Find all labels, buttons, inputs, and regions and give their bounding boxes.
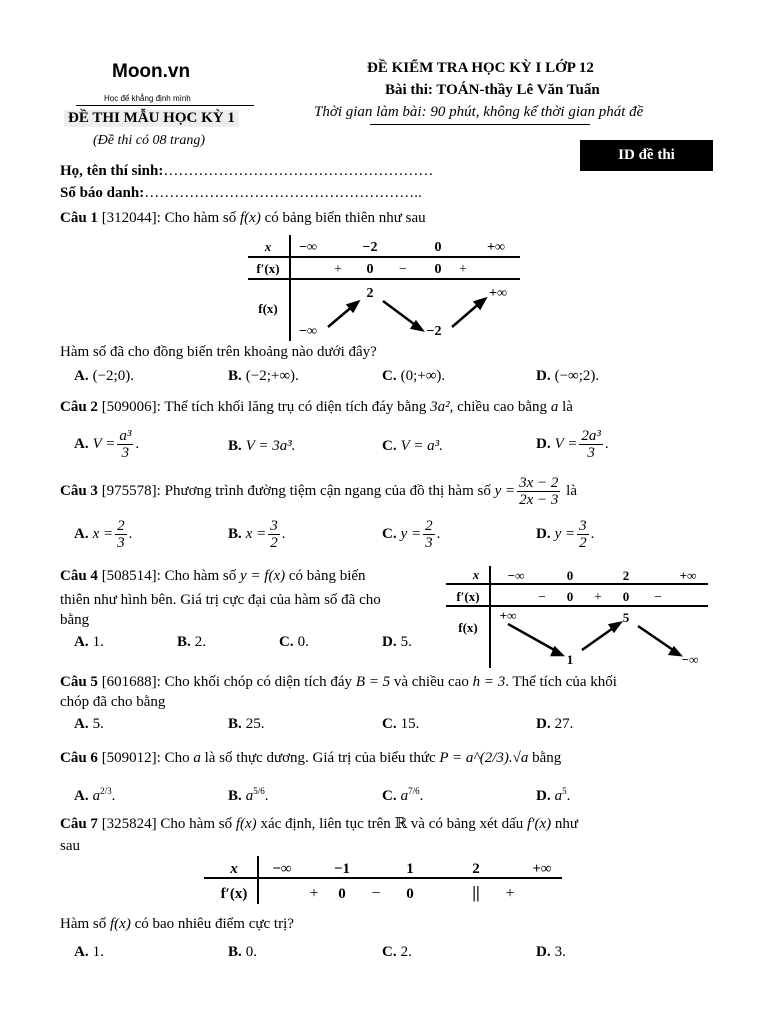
student-id-label: Số báo danh:: [60, 185, 145, 201]
q6-option-c[interactable]: C. $a^{7/6}$.: [382, 786, 424, 804]
q2-option-a[interactable]: A. V = $\frac{\text{a³}}{3}$ .: [74, 428, 140, 461]
q7-x-2: 1: [406, 861, 414, 877]
q4-sign-0: −: [538, 590, 546, 605]
q7-x-3: 2: [472, 861, 480, 877]
q7-sign-5: +: [505, 885, 515, 902]
q7-sign-1: 0: [338, 886, 346, 902]
student-name-line: [60, 163, 433, 180]
q2-stem: Câu 2 [509006]: Thể tích khối lăng trụ có diện tích đáy bằng 3a², chiều cao bằng a là: [60, 399, 573, 415]
q4-f-0: +∞: [499, 608, 517, 623]
q4-f-1: 1: [566, 652, 574, 667]
q4-option-c[interactable]: C. 0.: [279, 634, 309, 650]
q7-question: Hàm số f(x) có bao nhiêu điểm cực trị?: [60, 916, 294, 932]
q4-stem-line2: thiên như hình bên. Giá trị cực đại của hàm số đã cho: [60, 592, 381, 608]
q7-option-b[interactable]: B. 0.: [228, 944, 258, 960]
exam-subject: Bài thi: TOÁN-thầy Lê Văn Tuấn: [385, 82, 600, 98]
pages-note: (Đề thi có 08 trang): [93, 133, 205, 148]
student-name-dots: ………………………………………………: [163, 163, 434, 179]
q4-arrow-head-1: [552, 648, 562, 655]
q5-option-c[interactable]: C. 15.: [382, 716, 420, 732]
time-note: Thời gian làm bài: 90 phút, không kể thời gian phát đề: [314, 104, 644, 120]
q5-option-d[interactable]: D. 27.: [536, 716, 574, 732]
q6-expression: P = a^(2/3).√a: [439, 750, 529, 766]
q3-option-c[interactable]: C. y = $\frac{2}{3}$ .: [382, 518, 441, 551]
q4-fp-label: f′(x): [456, 589, 480, 604]
student-name-label: Họ, tên thí sinh:: [60, 163, 164, 179]
q7-x-label: x: [230, 861, 238, 877]
q4-f-2: 5: [622, 610, 630, 625]
q4-sign-4: −: [654, 590, 662, 605]
q1-x-2: 0: [434, 240, 442, 255]
q7-sign-2: −: [371, 885, 381, 902]
q4-option-b[interactable]: B. 2.: [177, 634, 207, 650]
q1-code: [312044]: Cho hàm số: [101, 210, 237, 226]
q4-stem-line1: Câu 4 [508514]: Cho hàm số y = f(x) có bảng biến: [60, 568, 366, 584]
q7-sign-4: ||: [472, 883, 480, 902]
q7-option-a[interactable]: A. 1.: [74, 944, 104, 960]
q7-fp-label: f′(x): [220, 886, 248, 902]
q1-x-3: +∞: [487, 240, 505, 255]
q1-fp-label: f′(x): [256, 261, 280, 276]
q1-text-after: có bảng biến thiên như sau: [264, 210, 426, 226]
q4-sign-1: 0: [566, 589, 574, 604]
q1-variation-table: [248, 235, 523, 343]
q6-option-b[interactable]: B. $a^{5/6}$.: [228, 786, 269, 804]
q5-stem-line1: Câu 5 [601688]: Cho khối chóp có diện tích đáy B = 5 và chiều cao h = 3. Thể tích của khối: [60, 674, 617, 690]
q7-x-0: −∞: [272, 861, 292, 877]
q1-option-d[interactable]: D. (−∞;2).: [536, 368, 600, 384]
q7-sign-0: +: [309, 885, 319, 902]
title-underline: [370, 124, 590, 125]
q1-f-1: 2: [366, 286, 374, 301]
q1-x-0: −∞: [299, 240, 317, 255]
q1-option-a[interactable]: A. (−2;0).: [74, 368, 134, 384]
q4-arrow-up: [582, 626, 616, 650]
q2-option-b[interactable]: B. V = 3a³.: [228, 438, 296, 454]
divider: [76, 105, 254, 106]
q4-stem-line3: bằng: [60, 612, 90, 628]
student-id-dots: ………………………………………………..: [144, 185, 422, 201]
q1-x-label: x: [264, 239, 272, 254]
q4-x-1: 0: [566, 568, 574, 583]
q1-stem: [60, 210, 426, 227]
q7-sign-table: [204, 856, 566, 906]
q3-option-a[interactable]: A. x = $\frac{2}{3}$ .: [74, 518, 133, 551]
q5-option-a[interactable]: A. 5.: [74, 716, 104, 732]
q4-option-a[interactable]: A. 1.: [74, 634, 104, 650]
q4-f-3: −∞: [681, 652, 699, 667]
q4-sign-3: 0: [622, 589, 630, 604]
q1-x-1: −2: [362, 240, 378, 255]
q7-option-c[interactable]: C. 2.: [382, 944, 412, 960]
exam-id-box: ID đề thi: [580, 140, 713, 171]
q1-arrow-down: [383, 301, 418, 327]
q1-sign-0: +: [334, 262, 342, 277]
q1-f-label: f(x): [258, 301, 278, 316]
student-id-line: [60, 185, 422, 202]
q4-arrow-down-2: [638, 626, 676, 652]
q4-x-3: +∞: [679, 568, 697, 583]
q3-option-b[interactable]: B. x = $\frac{3}{2}$ .: [228, 518, 286, 551]
q1-sign-1: 0: [366, 262, 374, 277]
q4-f-label: f(x): [458, 620, 478, 635]
q5-stem-line2: chóp đã cho bằng: [60, 694, 166, 710]
q1-option-c[interactable]: C. (0;+∞).: [382, 368, 446, 384]
q1-sign-3: 0: [434, 262, 442, 277]
q7-x-4: +∞: [532, 861, 552, 877]
q1-sign-2: −: [399, 262, 407, 277]
slogan: Học để khẳng định mình: [104, 94, 191, 103]
q2-option-d[interactable]: D. V = $\frac{\text{2a³}}{3}$ .: [536, 428, 609, 461]
q1-question: Hàm số đã cho đồng biến trên khoảng nào dưới đây?: [60, 344, 377, 360]
q4-variation-table: [446, 566, 710, 670]
q4-arrow-down-1: [508, 624, 558, 652]
q3-option-d[interactable]: D. y = $\frac{3}{2}$ .: [536, 518, 595, 551]
q4-x-0: −∞: [507, 568, 525, 583]
q7-option-d[interactable]: D. 3.: [536, 944, 566, 960]
q5-option-b[interactable]: B. 25.: [228, 716, 265, 732]
q7-stem-line2: sau: [60, 838, 80, 854]
q4-x-label: x: [472, 567, 480, 582]
q7-sign-3: 0: [406, 886, 414, 902]
q3-stem: Câu 3 [975578]: Phương trình đường tiệm cận ngang của đồ thị hàm số y = $\frac{3x - 2}{2x - 3}$ là: [60, 475, 577, 508]
exam-title: ĐỀ KIỂM TRA HỌC KỲ I LỚP 12: [367, 60, 594, 76]
q1-f-0: −∞: [299, 324, 317, 339]
q1-fx: f(x): [240, 210, 261, 226]
q1-option-b[interactable]: B. (−2;+∞).: [228, 368, 299, 384]
q1-label: Câu 1: [60, 210, 98, 226]
q6-stem: Câu 6 [509012]: Cho a là số thực dương. Giá trị của biểu thức P = a^(2/3).√a bằng: [60, 750, 562, 766]
q7-x-1: −1: [333, 861, 351, 877]
q1-f-3: +∞: [489, 286, 507, 301]
q4-option-d[interactable]: D. 5.: [382, 634, 412, 650]
q1-sign-4: +: [459, 262, 467, 277]
q1-f-2: −2: [426, 324, 442, 339]
exam-kind: ĐỀ THI MẪU HỌC KỲ 1: [64, 110, 239, 127]
q4-x-2: 2: [622, 568, 630, 583]
q6-option-d[interactable]: D. $a^5$.: [536, 786, 571, 804]
q4-sign-2: +: [594, 590, 602, 605]
logo: Moon.vn: [112, 61, 191, 82]
q7-stem-line1: Câu 7 [325824] Cho hàm số f(x) xác định, liên tục trên ℝ và có bảng xét dấu f′(x) như: [60, 816, 578, 832]
q2-option-c[interactable]: C. V = a³.: [382, 438, 443, 454]
q6-option-a[interactable]: A. $a^{2/3}$.: [74, 786, 116, 804]
